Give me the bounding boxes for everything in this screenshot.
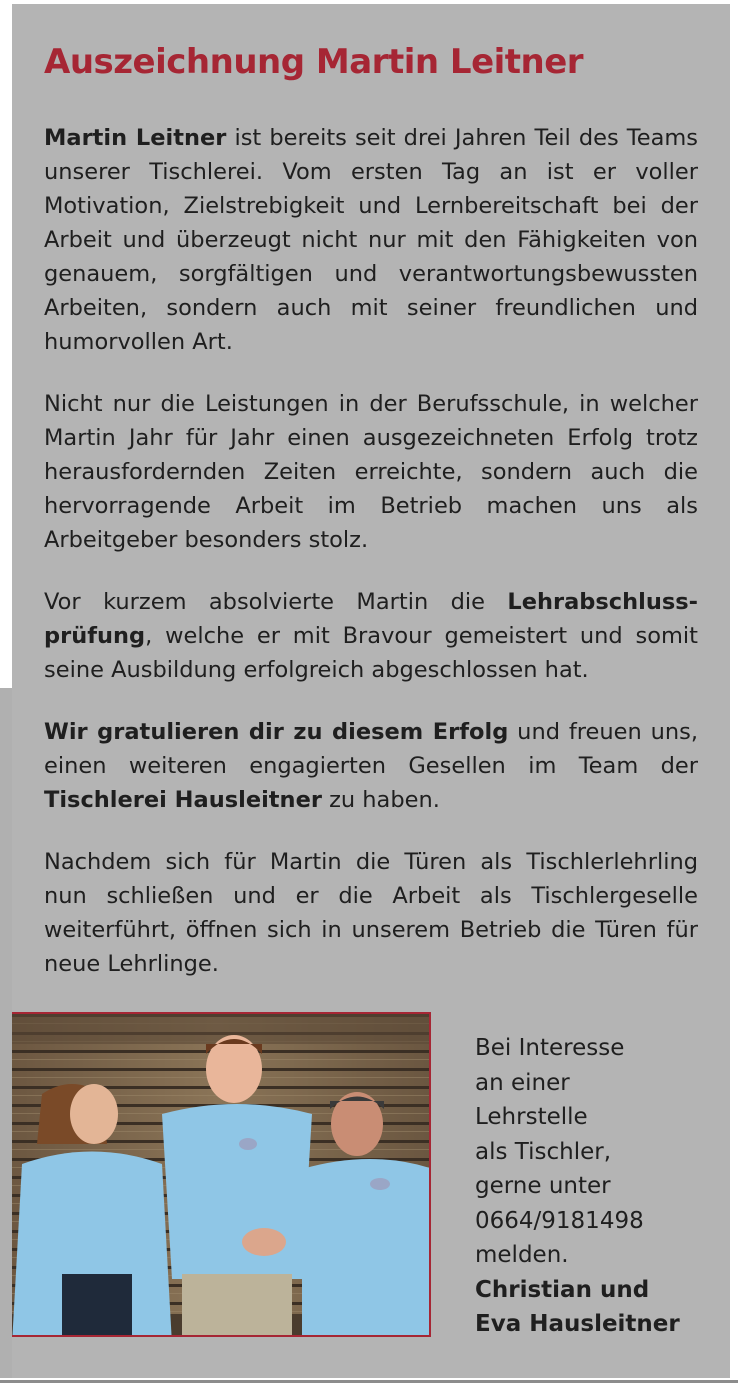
- page-edge-strip: [0, 688, 12, 1378]
- contact-line: gerne unter: [475, 1173, 611, 1199]
- exam-highlight: Lehrabschlussprüfung: [44, 589, 698, 649]
- company-highlight: Tischlerei Hausleitner: [44, 787, 322, 813]
- signature-line: Christian und: [475, 1276, 650, 1303]
- paragraph-congrats-text-b: zu haben.: [321, 787, 440, 813]
- paragraph-intro-text: ist bereits seit drei Jahren Teil des Teams unserer Tischlerei. Vom ersten Tag an ist er voller Motivation, Zielstrebigkeit und Lernbereitschaft bei der Arbeit und überzeugt nicht nur mit den Fähigkeiten von genauem, sorgfältigen und verantwortungsbewussten Arbeiten, sondern auch mit seiner freundlichen und humorvollen Art.: [44, 125, 698, 355]
- page-bottom-rule: [0, 1380, 738, 1383]
- contact-line: an einer: [475, 1069, 570, 1096]
- article-title: Auszeichnung Martin Leitner: [44, 42, 584, 82]
- contact-line: Bei Interesse: [475, 1035, 625, 1061]
- apprenticeship-contact-note: [475, 1031, 715, 1342]
- signature-line: Eva Hausleitner: [475, 1311, 680, 1337]
- paragraph-school: Nicht nur die Leistungen in der Berufsschule, in welcher Martin Jahr für Jahr einen ausgezeichneten Erfolg trotz herausfordernden Zeiten erreichte, sondern auch die hervorragende Arbeit im Betrieb machen uns als Arbeitgeber besonders stolz.: [44, 391, 698, 553]
- paragraph-apprentices: Nachdem sich für Martin die Türen als Tischlerlehrling nun schließen und er die Arbeit als Tischlergeselle weiterführt, öffnen sich in unserem Betrieb die Türen für neue Lehrlinge.: [44, 849, 698, 977]
- contact-phone: 0664/9181498: [475, 1207, 644, 1234]
- article-panel: [12, 4, 730, 1378]
- paragraph-congrats-text-a: und freuen uns, einen weiteren engagierten Gesellen im Team der: [44, 719, 698, 779]
- contact-line: melden.: [475, 1242, 569, 1268]
- paragraph-intro: [44, 121, 698, 359]
- paragraph-exam-text-b: , welche er mit Bravour gemeistert und somit seine Ausbildung erfolgreich abgeschlossen hat.: [44, 623, 698, 683]
- team-photo-image: [12, 1014, 431, 1337]
- paragraph-exam-text-a: Vor kurzem absolvierte Martin die: [44, 589, 508, 615]
- contact-line: als Tischler,: [475, 1138, 612, 1165]
- paragraph-exam: [44, 585, 698, 687]
- paragraph-congrats: [44, 715, 698, 817]
- name-highlight: Martin Leitner: [44, 125, 227, 151]
- congrats-highlight: Wir gratulieren dir zu diesem Erfolg: [44, 719, 509, 745]
- article-body: [44, 121, 698, 1009]
- contact-line: Lehrstelle: [475, 1104, 588, 1130]
- team-photo: [12, 1012, 431, 1337]
